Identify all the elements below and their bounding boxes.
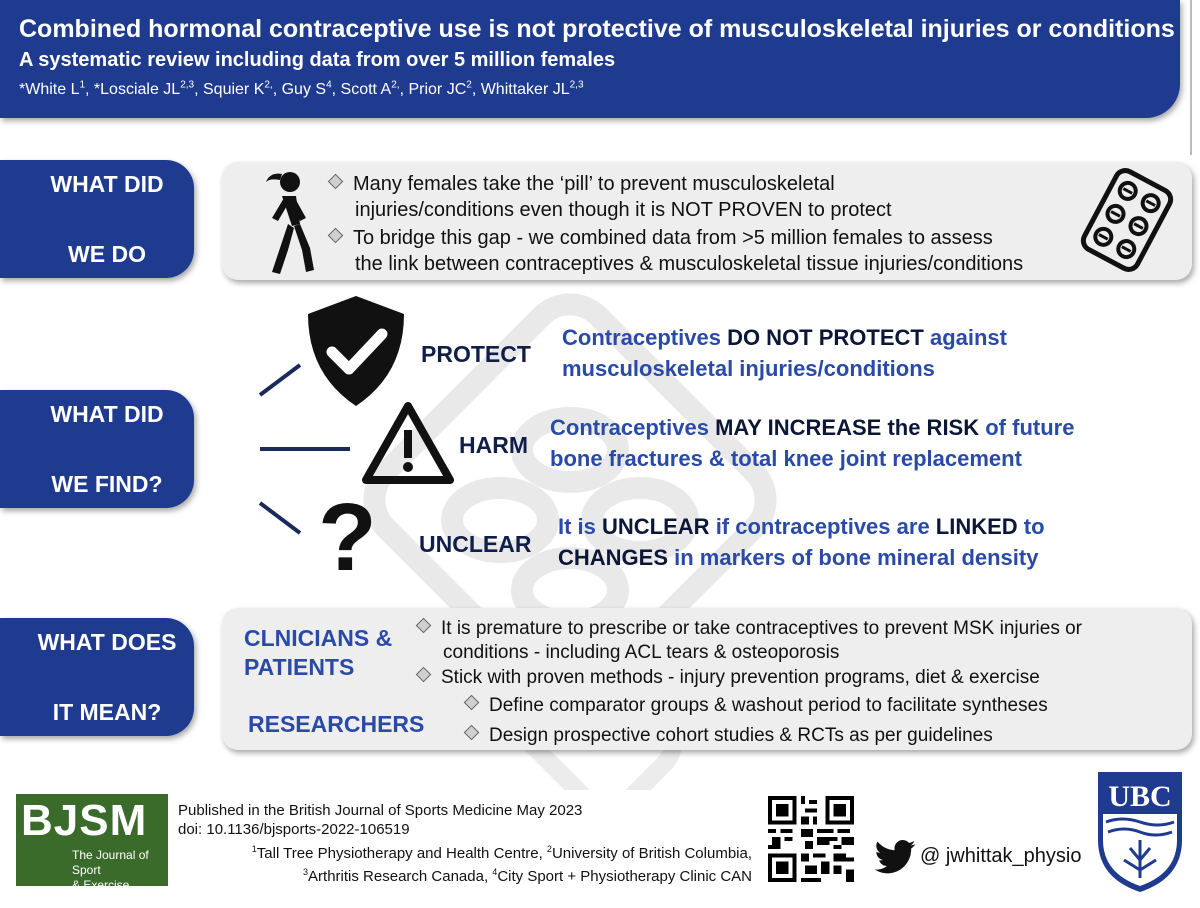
ubc-logo-text: UBC [1108,780,1172,813]
author: Guy $S^4$, [281,80,341,99]
affiliations [140,840,752,886]
find-statement-protect [562,322,1122,384]
twitter-bird-icon[interactable] [874,840,916,874]
walking-woman-icon [252,168,322,276]
author: Scott $A^{2,}$, [340,80,409,99]
statement-line: Contraceptives DO NOT PROTECT against [562,325,1007,350]
affiliation-line: $^1$Tall Tree Physiotherapy and Health Centre, $^2$University of British Columbia, [251,844,752,862]
diamond-bullet-icon [416,667,432,683]
section-label: WHAT DOES IT MEAN? [37,628,177,725]
diamond-bullet-icon [416,618,432,634]
section-tab-what-did-we-find [0,390,194,508]
page-edge-line [1190,0,1192,155]
author: Whittaker JL$^{2,3}$ [480,80,584,99]
bullet-item: Many females take the ‘pill’ to prevent musculoskeletal injuries/conditions even though it is NOT PROVEN to protect [330,171,1090,223]
what-does-it-mean-panel [222,608,1192,750]
what-did-we-do-panel [222,162,1192,280]
find-statement-harm [550,412,1150,474]
qr-code-icon[interactable] [768,796,854,882]
find-label-protect: PROTECT [421,341,531,367]
diamond-bullet-icon [328,174,344,190]
bullet-item: Design prospective cohort studies & RCTs as per guidelines [466,724,1166,748]
shield-check-icon [304,294,408,408]
diamond-bullet-icon [464,725,480,741]
statement-line: Contraceptives MAY INCREASE the RISK of future [550,415,1075,440]
audience-clinicians-patients: CLNICIANS & PATIENTS [244,625,393,680]
audience-researchers: RESEARCHERS [248,711,425,737]
author: Squier $K^{2,}$, [203,80,282,99]
bullet-item: It is premature to prescribe or take contraceptives to prevent MSK injuries or conditions - including ACL tears & osteoporosis [418,617,1178,665]
ubc-crest-icon [1094,770,1186,894]
section-label: WHAT DID WE DO [50,170,164,267]
pill-pack-icon [1072,164,1182,276]
statement-line: bone fractures & total knee joint replacement [550,446,1022,471]
page-subtitle: A systematic review including data from over 5 million females [19,49,616,71]
bullet-item: Stick with proven methods - injury prevention programs, diet & exercise [418,666,1178,690]
doi-line[interactable]: doi: 10.1136/bjsports-2022-106519 [178,821,410,838]
author: Prior $JC^2$, [408,80,481,99]
affiliation-line: $^3$Arthritis Research Canada, $^4$City Sport + Physiotherapy Clinic CAN [303,867,752,885]
statement-line: musculoskeletal injuries/conditions [562,356,935,381]
diamond-bullet-icon [464,695,480,711]
statement-line: CHANGES in markers of bone mineral density [558,545,1039,570]
twitter-handle[interactable]: @ jwhittak_physio [920,845,1082,867]
section-tab-what-does-it-mean [0,618,194,736]
section-label: WHAT DID WE FIND? [50,400,164,497]
section-tab-what-did-we-do [0,160,194,278]
author: *Losciale JL$^{2,3}$, [93,80,203,99]
header-banner [0,0,1180,118]
warning-triangle-icon [360,400,456,486]
diamond-bullet-icon [328,228,344,244]
find-statement-unclear [558,511,1158,573]
bullet-item: To bridge this gap - we combined data from >5 million females to assess the link between contraceptives & musculoskeletal tissue injuries/conditions [330,225,1130,277]
bjsm-logo-text: BJSM [21,796,148,845]
author-list [19,80,584,99]
statement-line: It is UNCLEAR if contraceptives are LINKED to [558,514,1045,539]
page-title: Combined hormonal contraceptive use is not protective of musculoskeletal injuries or conditions [19,15,1175,43]
published-line: Published in the British Journal of Sports Medicine May 2023 [178,802,583,819]
question-mark-icon: ? [318,484,377,591]
bjsm-logo-subtitle: The Journal of Sport & Exercise Medicine [72,848,149,907]
find-label-unclear: UNCLEAR [419,531,532,557]
author: *White $L^1$, [19,80,94,99]
bullet-item: Define comparator groups & washout period to facilitate syntheses [466,694,1166,718]
find-label-harm: HARM [459,432,528,458]
publication-info [178,801,778,839]
